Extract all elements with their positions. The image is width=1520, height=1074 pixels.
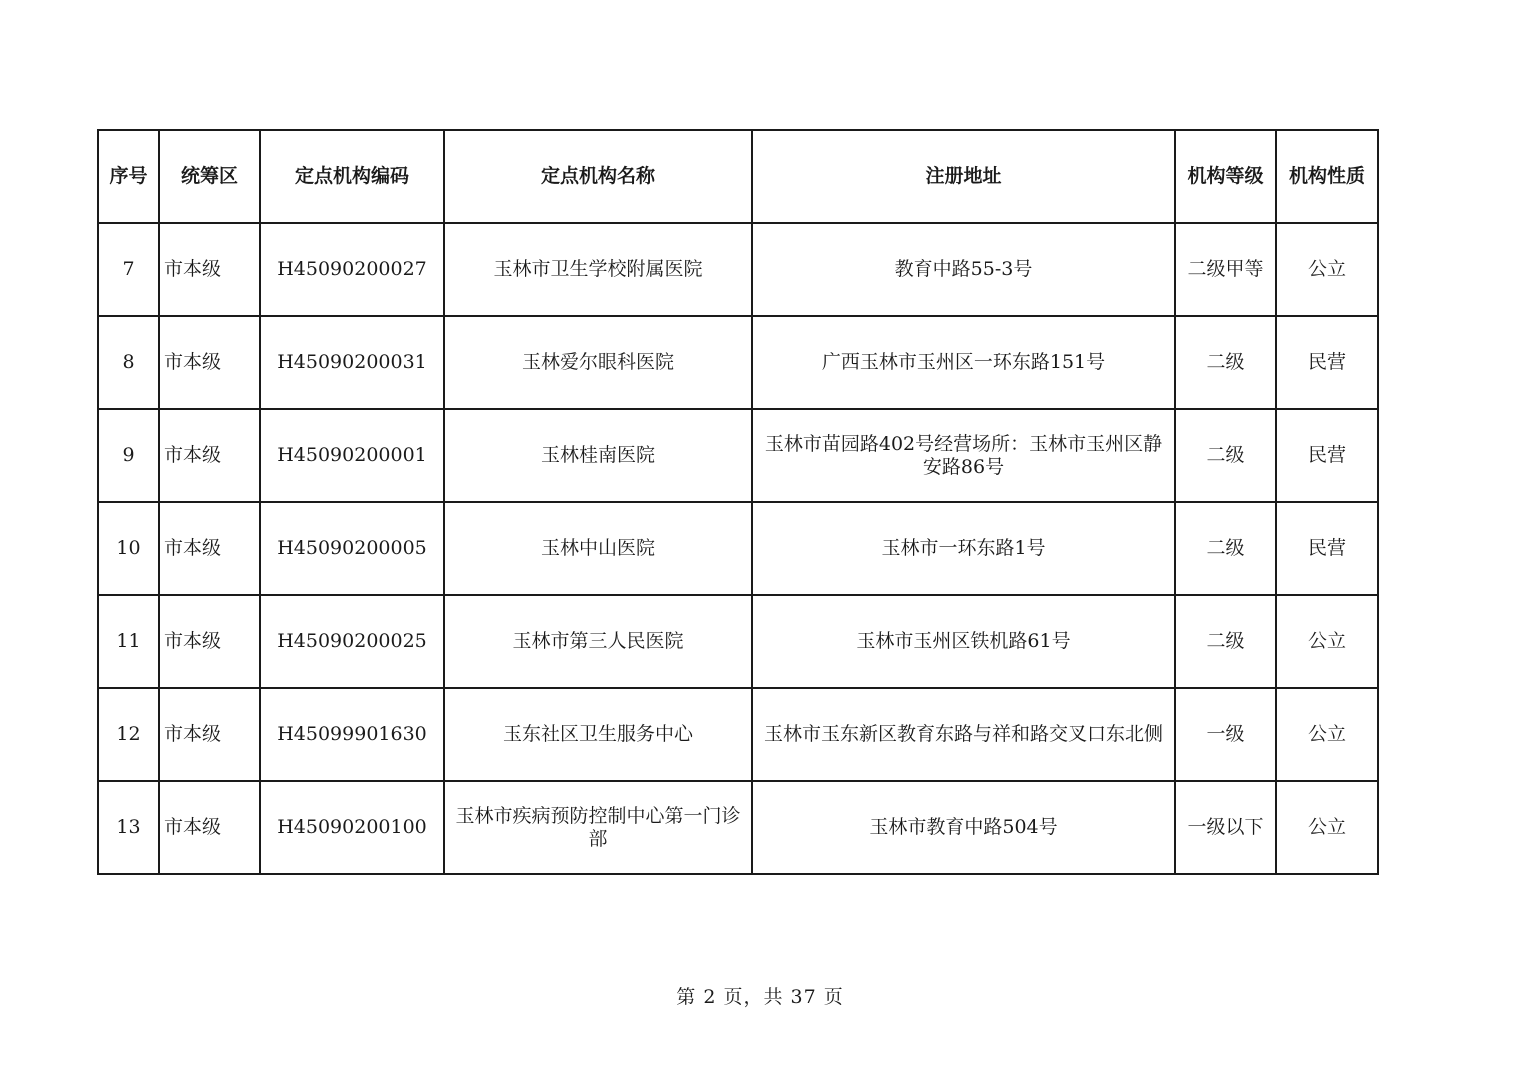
cell-name: 玉东社区卫生服务中心 (444, 688, 752, 781)
cell-code: H45090200100 (260, 781, 444, 874)
cell-address: 玉林市苗园路402号经营场所：玉林市玉州区静安路86号 (752, 409, 1175, 502)
cell-region: 市本级 (159, 409, 260, 502)
cell-address: 玉林市教育中路504号 (752, 781, 1175, 874)
cell-name: 玉林桂南医院 (444, 409, 752, 502)
table-row (98, 223, 1378, 316)
cell-name: 玉林爱尔眼科医院 (444, 316, 752, 409)
cell-region: 市本级 (159, 595, 260, 688)
cell-code: H45090200005 (260, 502, 444, 595)
cell-code: H45090200025 (260, 595, 444, 688)
cell-seq: 11 (98, 595, 159, 688)
cell-region: 市本级 (159, 781, 260, 874)
cell-level: 二级 (1175, 409, 1276, 502)
header-seq: 序号 (98, 130, 159, 223)
cell-name: 玉林市第三人民医院 (444, 595, 752, 688)
cell-nature: 公立 (1276, 595, 1378, 688)
cell-seq: 7 (98, 223, 159, 316)
table-row (98, 502, 1378, 595)
cell-address: 教育中路55-3号 (752, 223, 1175, 316)
table-row (98, 316, 1378, 409)
header-nature: 机构性质 (1276, 130, 1378, 223)
cell-level: 一级以下 (1175, 781, 1276, 874)
cell-level: 一级 (1175, 688, 1276, 781)
cell-code: H45090200027 (260, 223, 444, 316)
cell-name: 玉林中山医院 (444, 502, 752, 595)
cell-nature: 公立 (1276, 781, 1378, 874)
header-level: 机构等级 (1175, 130, 1276, 223)
institution-table (97, 129, 1379, 875)
header-name: 定点机构名称 (444, 130, 752, 223)
cell-name: 玉林市卫生学校附属医院 (444, 223, 752, 316)
cell-seq: 8 (98, 316, 159, 409)
header-region: 统筹区 (159, 130, 260, 223)
cell-region: 市本级 (159, 316, 260, 409)
cell-nature: 民营 (1276, 316, 1378, 409)
table-row (98, 595, 1378, 688)
cell-seq: 9 (98, 409, 159, 502)
cell-seq: 13 (98, 781, 159, 874)
cell-seq: 12 (98, 688, 159, 781)
header-row (98, 130, 1378, 223)
cell-level: 二级 (1175, 595, 1276, 688)
cell-region: 市本级 (159, 502, 260, 595)
cell-level: 二级 (1175, 316, 1276, 409)
cell-nature: 公立 (1276, 688, 1378, 781)
cell-address: 广西玉林市玉州区一环东路151号 (752, 316, 1175, 409)
cell-address: 玉林市玉州区铁机路61号 (752, 595, 1175, 688)
cell-region: 市本级 (159, 688, 260, 781)
cell-name: 玉林市疾病预防控制中心第一门诊部 (444, 781, 752, 874)
cell-level: 二级甲等 (1175, 223, 1276, 316)
table-row (98, 781, 1378, 874)
cell-nature: 民营 (1276, 502, 1378, 595)
page-footer: 第 2 页，共 37 页 (676, 986, 844, 1008)
cell-seq: 10 (98, 502, 159, 595)
cell-nature: 公立 (1276, 223, 1378, 316)
header-address: 注册地址 (752, 130, 1175, 223)
table-row (98, 688, 1378, 781)
table-row (98, 409, 1378, 502)
cell-code: H45090200031 (260, 316, 444, 409)
cell-nature: 民营 (1276, 409, 1378, 502)
cell-region: 市本级 (159, 223, 260, 316)
cell-code: H45099901630 (260, 688, 444, 781)
cell-address: 玉林市玉东新区教育东路与祥和路交叉口东北侧 (752, 688, 1175, 781)
cell-level: 二级 (1175, 502, 1276, 595)
cell-address: 玉林市一环东路1号 (752, 502, 1175, 595)
cell-code: H45090200001 (260, 409, 444, 502)
header-code: 定点机构编码 (260, 130, 444, 223)
